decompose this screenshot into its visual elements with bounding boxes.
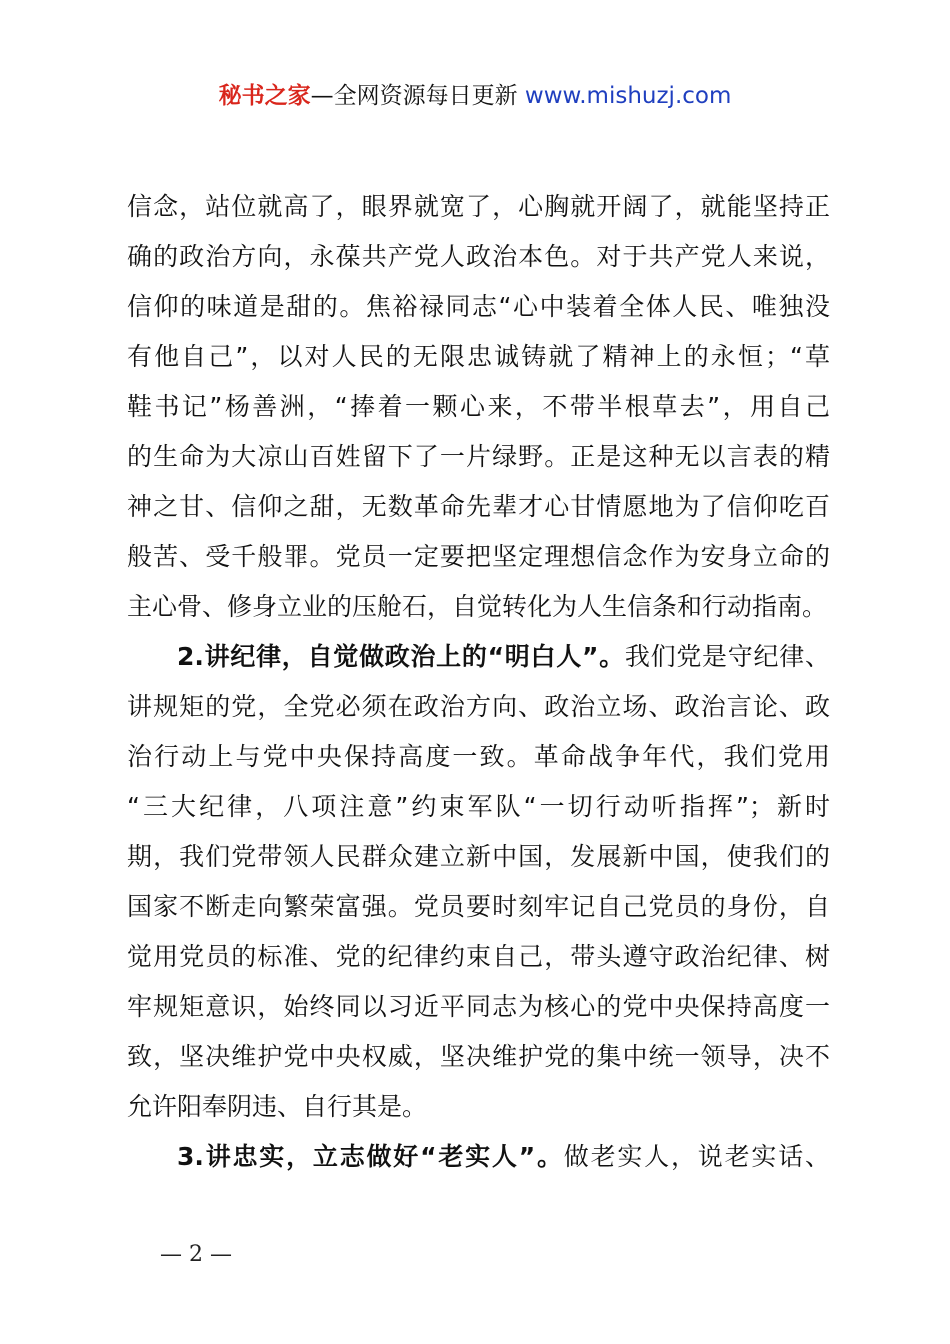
body-line: 允许阳奉阴违、自行其是。 <box>127 1092 428 1121</box>
body-line: 信仰的味道是甜的。焦裕禄同志“心中装着全体人民、唯独没 <box>127 292 830 321</box>
body-line: 国家不断走向繁荣富强。党员要时刻牢记自己党员的身份，自 <box>127 892 830 921</box>
page-number: — 2 — <box>160 1242 232 1267</box>
body-line: 的生命为大凉山百姓留下了一片绿野。正是这种无以言表的精 <box>127 442 830 471</box>
section-3-first-line <box>127 1132 830 1182</box>
body-line: 鞋书记”杨善洲，“捧着一颗心来，不带半根草去”，用自己 <box>127 392 830 421</box>
body-line: “三大纪律，八项注意”约束军队“一切行动听指挥”；新时 <box>127 792 830 821</box>
body-line: 神之甘、信仰之甜，无数革命先辈才心甘情愿地为了信仰吃百 <box>127 492 830 521</box>
section-3-heading: 3.讲忠实，立志做好“老实人”。 <box>177 1142 564 1171</box>
section-2-heading: 2.讲纪律，自觉做政治上的“明白人”。 <box>177 642 625 671</box>
body-line: 有他自己”，以对人民的无限忠诚铸就了精神上的永恒；“草 <box>127 342 830 371</box>
body-line: 牢规矩意识，始终同以习近平同志为核心的党中央保持高度一 <box>127 992 830 1021</box>
body-line: 致，坚决维护党中央权威，坚决维护党的集中统一领导，决不 <box>127 1042 830 1071</box>
body-line: 信念，站位就高了，眼界就宽了，心胸就开阔了，就能坚持正 <box>127 192 830 221</box>
body-line: 期，我们党带领人民群众建立新中国，发展新中国，使我们的 <box>127 842 830 871</box>
body-line: 般苦、受千般罪。党员一定要把坚定理想信念作为安身立命的 <box>127 542 830 571</box>
body-line: 觉用党员的标准、党的纪律约束自己，带头遵守政治纪律、树 <box>127 942 830 971</box>
section-3-lead-text: 做老实人，说老实话、 <box>563 1142 830 1171</box>
section-2-lead-text: 我们党是守纪律、 <box>624 642 830 671</box>
body-line: 确的政治方向，永葆共产党人政治本色。对于共产党人来说， <box>127 242 830 271</box>
body-line: 主心骨、修身立业的压舱石，自觉转化为人生信条和行动指南。 <box>127 592 828 621</box>
site-brand: 秘书之家 <box>218 83 311 109</box>
document-body <box>127 182 830 1182</box>
site-header <box>0 80 950 112</box>
site-url-link[interactable]: www.mishuzj.com <box>524 83 732 109</box>
section-2-first-line <box>127 632 830 682</box>
body-line: 治行动上与党中央保持高度一致。革命战争年代，我们党用 <box>127 742 830 771</box>
body-line: 讲规矩的党，全党必须在政治方向、政治立场、政治言论、政 <box>127 692 830 721</box>
site-tagline: —全网资源每日更新 <box>310 83 518 109</box>
